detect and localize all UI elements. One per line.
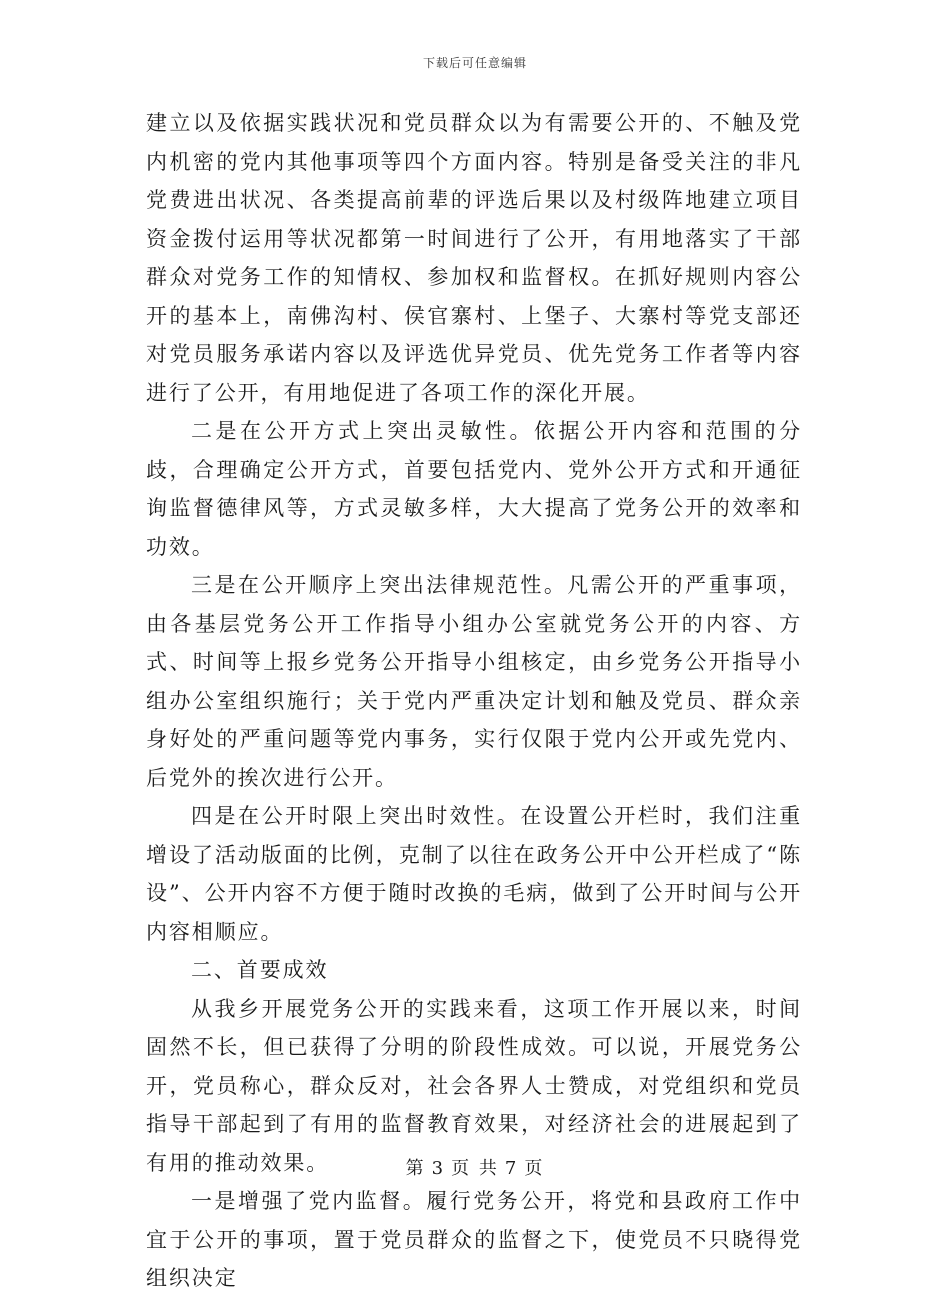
paragraph-result-one: 一是增强了党内监督。履行党务公开，将党和县政府工作中宜于公开的事项，置于党员群众的监督之下，使党员不只晓得党组织决定 [146, 1189, 802, 1290]
paragraph-point-three: 三是在公开顺序上突出法律规范性。凡需公开的严重事项，由各基层党务公开工作指导小组办公室就党务公开的内容、方式、时间等上报乡党务公开指导小组核定，由乡党务公开指导小组办公室组织施行；关于党内严重决定计划和触及党员、群众亲身好处的严重问题等党内事务，实行仅限于党内公开或先党内、后党外的挨次进行公开。 [146, 573, 802, 790]
paragraph-point-four: 四是在公开时限上突出时效性。在设置公开栏时，我们注重增设了活动版面的比例，克制了以往在政务公开中公开栏成了“陈设”、公开内容不方便于随时改换的毛病，做到了公开时间与公开内容相顺应。 [146, 804, 802, 944]
footer-suffix: 页 [524, 1158, 545, 1179]
page-footer [0, 1154, 950, 1180]
paragraph-results-intro: 从我乡开展党务公开的实践来看，这项工作开展以来，时间固然不长，但已获得了分明的阶段性成效。可以说，开展党务公开，党员称心，群众反对，社会各界人士赞成，对党组织和党员指导干部起到了有用的监督教育效果，对经济社会的进展起到了有用的推动效果。 [146, 996, 802, 1175]
document-body [146, 104, 802, 1298]
footer-total-pages: 7 [504, 1158, 519, 1179]
footer-middle: 页 共 [451, 1158, 499, 1179]
footer-prefix: 第 [405, 1158, 426, 1179]
footer-page-number: 3 [431, 1158, 446, 1179]
page-header: 下载后可任意编辑 [422, 56, 527, 70]
paragraph-continuation: 建立以及依据实践状况和党员群众以为有需要公开的、不触及党内机密的党内其他事项等四个方面内容。特别是备受关注的非凡党费进出状况、各类提高前辈的评选后果以及村级阵地建立项目资金拨付运用等状况都第一时间进行了公开，有用地落实了干部群众对党务工作的知情权、参加权和监督权。在抓好规则内容公开的基本上，南佛沟村、侯官寨村、上堡子、大寨村等党支部还对党员服务承诺内容以及评选优异党员、优先党务工作者等内容进行了公开，有用地促进了各项工作的深化开展。 [146, 111, 802, 405]
paragraph-point-two: 二是在公开方式上突出灵敏性。依据公开内容和范围的分歧，合理确定公开方式，首要包括党内、党外公开方式和开通征询监督德律风等，方式灵敏多样，大大提高了党务公开的效率和功效。 [146, 419, 802, 559]
section-heading: 二、首要成效 [191, 958, 329, 982]
